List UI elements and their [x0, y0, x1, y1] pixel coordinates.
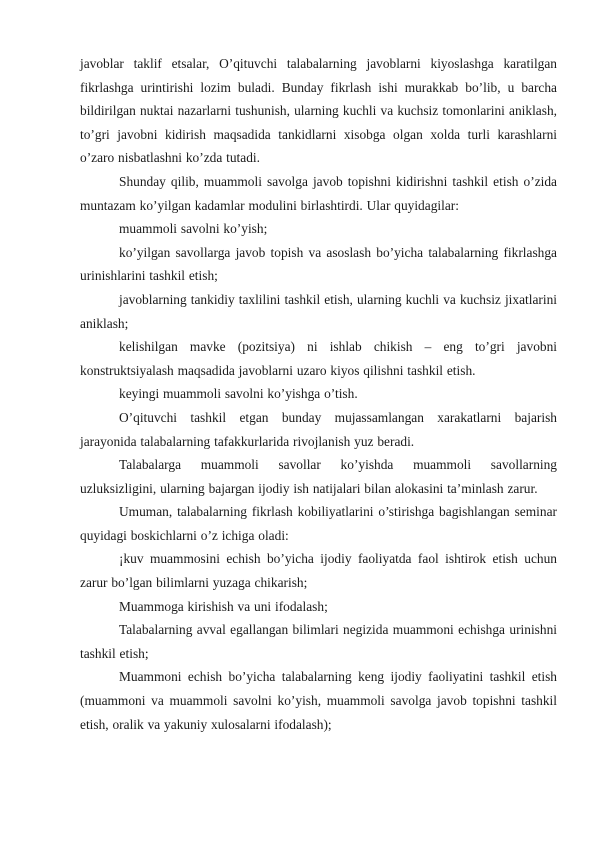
list-item: javoblarning tankidiy taxlilini tashkil etish, ularning kuchli va kuchsiz jixatlarini aniklash; — [80, 291, 557, 331]
list-item: Muammoga kirishish va uni ifodalash; — [119, 598, 328, 614]
list-item: ko’yilgan savollarga javob topish va asoslash bo’yicha talabalarning fikrlashga urinishlarini tashkil etish; — [80, 244, 557, 284]
list-item: Talabalarning avval egallangan bilimlari negizida muammoni echishga urinishni tashkil etish; — [80, 622, 557, 661]
paragraph: Umuman, talabalarning fikrlash kobiliyatlarini o’stirishga bagishlangan seminar quyidagi boskichlarni o’z ichiga oladi: — [80, 504, 557, 543]
paragraph: Shunday qilib, muammoli savolga javob topishni kidirishni tashkil etish o’zida muntazam ko’yilgan kadamlar modulini birlashtirdi. Ular quyidagilar: — [80, 173, 557, 213]
list-item: ¡kuv muammosini echish bo’yicha ijodiy faoliyatda faol ishtirok etish uchun zarur bo’lgan bilimlarni yuzaga chikarish; — [80, 551, 557, 591]
paragraph: Talabalarga muammoli savollar ko’yishda muammoli savollarning uzluksizligini, ularning bajargan ijodiy ish natijalari bilan alokasini ta’minlash zarur. — [80, 457, 557, 496]
paragraph: javoblar taklif etsalar, O’qituvchi talabalarning javoblarni kiyoslashga karatilgan fikrlashga urintirishi lozim buladi. Bunday fikrlash ishi murakkab bo’lib, u barcha bildirilgan nuktai nazarlarni tushunish, ularning kuchli va kuchsiz tomonlarini aniklash, to’gri javobni kidirish maqsadida tankidlarni xisobga olgan xolda turli karashlarni o’zaro nisbatlashni ko’zda tutadi. — [80, 56, 557, 166]
list-item: Muammoni echish bo’yicha talabalarning keng ijodiy faoliyatini tashkil etish (muammoni va muammoli savolni ko’yish, muammoli savolga javob topishni tashkil etish, oralik va yakuniy xulosalarni ifodalash); — [80, 669, 557, 732]
document-page — [80, 52, 557, 736]
paragraph: O’qituvchi tashkil etgan bunday mujassamlangan xarakatlarni bajarish jarayonida talabalarning tafakkurlarida rivojlanish yuz beradi. — [80, 409, 557, 449]
list-item: kelishilgan mavke (pozitsiya) ni ishlab chikish – eng to’gri javobni konstruktsiyalash maqsadida javoblarni uzaro kiyos qilishni tashkil etish. — [80, 339, 557, 378]
list-item: muammoli savolni ko’yish; — [119, 221, 268, 237]
list-item: keyingi muammoli savolni ko’yishga o’tish. — [119, 386, 358, 402]
